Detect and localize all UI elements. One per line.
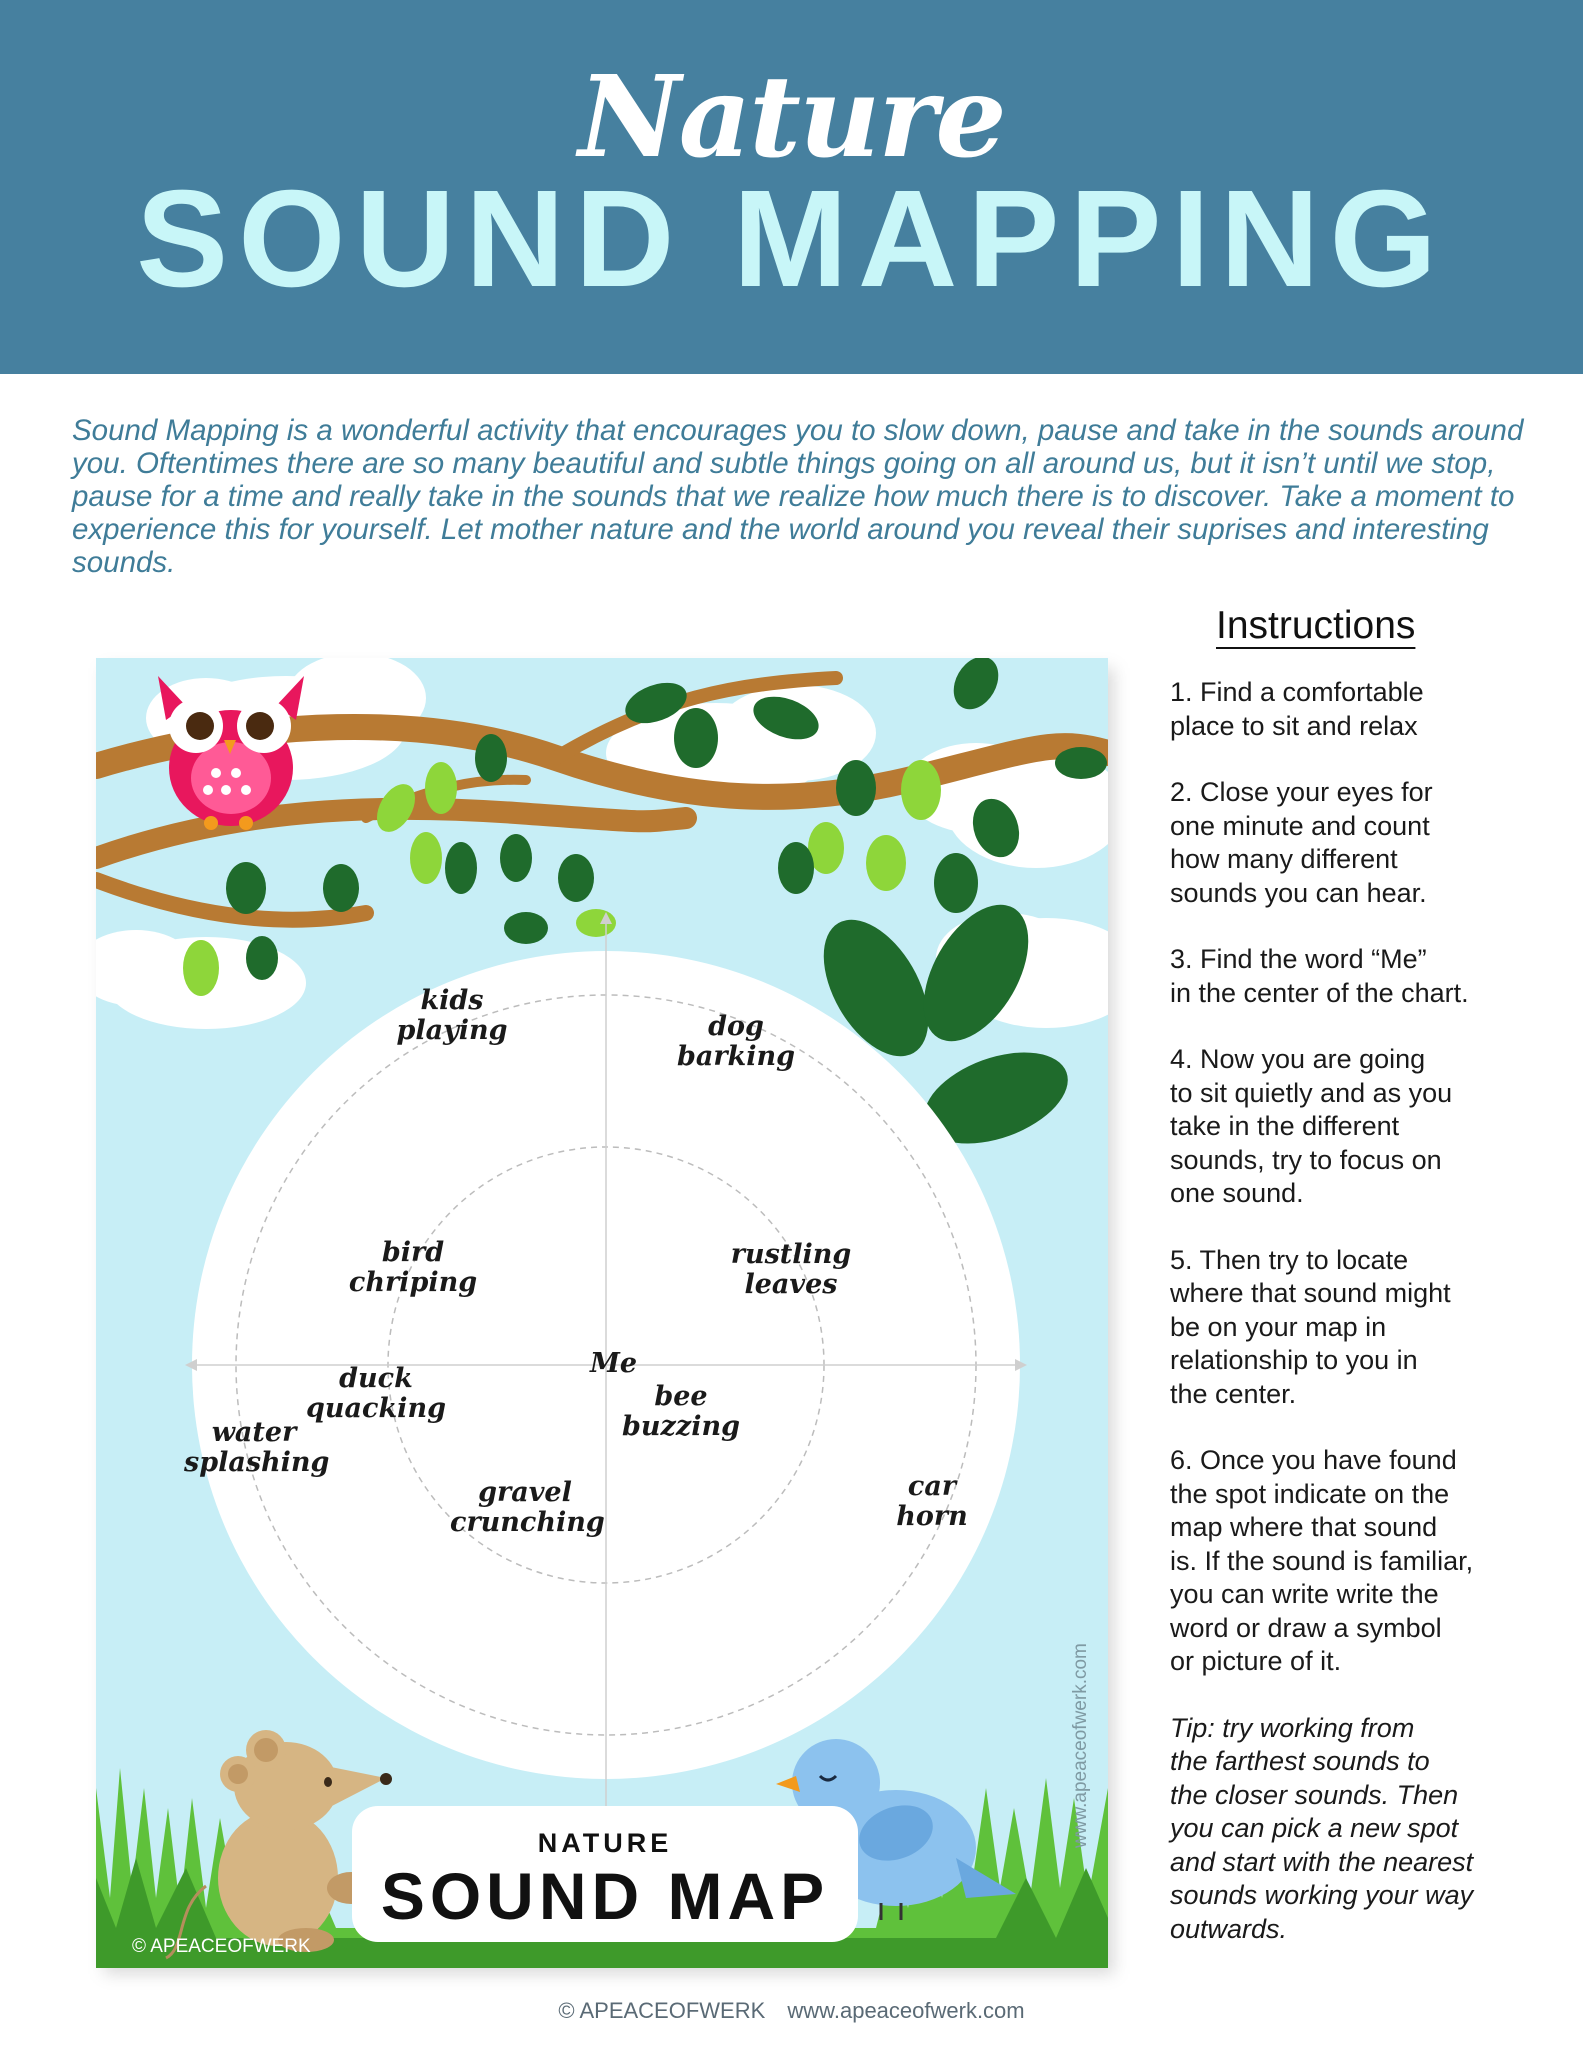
sound-label: bird chriping xyxy=(348,1237,478,1298)
banner-subtitle: NATURE xyxy=(537,1828,673,1858)
instruction-step: 2. Close your eyes for one minute and count how many different sounds you can hear. xyxy=(1170,777,1433,908)
center-me-label: Me xyxy=(590,1348,638,1379)
footer-url[interactable]: www.apeaceofwerk.com xyxy=(787,1998,1025,2023)
sound-map-panel xyxy=(96,658,1108,1968)
sound-label: water splashing xyxy=(184,1417,330,1478)
sound-label: duck quacking xyxy=(306,1363,446,1424)
instruction-step: 1. Find a comfortable place to sit and relax xyxy=(1170,677,1424,741)
map-illustration xyxy=(96,658,1108,1968)
sound-label: dog barking xyxy=(676,1011,796,1072)
sound-label: car horn xyxy=(896,1471,968,1532)
vertical-url: www.apeaceofwerk.com xyxy=(1070,1643,1091,1848)
header-banner xyxy=(0,0,1583,374)
instruction-step: 4. Now you are going to sit quietly and as you take in the different sounds, try to focus on one sound. xyxy=(1170,1044,1453,1208)
instruction-step: 3. Find the word “Me” in the center of the chart. xyxy=(1170,944,1469,1008)
sound-label: rustling leaves xyxy=(730,1239,852,1300)
instruction-step: 6. Once you have found the spot indicate on the map where that sound is. If the sound is familiar, you can write write the word or draw a symbol or picture of it. xyxy=(1170,1445,1474,1676)
sound-label: kids playing xyxy=(396,985,508,1046)
footer xyxy=(0,1998,1583,2024)
map-copyright: © APEACEOFWERK xyxy=(132,1936,311,1957)
instruction-tip: Tip: try working from the farthest sounds to the closer sounds. Then you can pick a new spot and start with the nearest sounds working your way outwards. xyxy=(1170,1712,1474,1944)
instructions-title: Instructions xyxy=(1216,604,1416,647)
script-title: Nature xyxy=(578,52,1005,183)
sound-label: gravel crunching xyxy=(450,1477,605,1538)
instructions-list xyxy=(1170,676,1570,1979)
intro-paragraph: Sound Mapping is a wonderful activity that encourages you to slow down, pause and take in the sounds around you. Oftentimes there are so many beautiful and subtle things going on all around us, but it isn’t until we stop, pause for a time and really take in the sounds that we realize how much there is to discover. Take a moment to experience this for yourself. Let mother nature and the world around you reveal their suprises and interesting sounds. xyxy=(72,414,1524,579)
sound-label: bee buzzing xyxy=(622,1381,740,1442)
banner-title: SOUND MAP xyxy=(380,1859,830,1933)
instruction-step: 5. Then try to locate where that sound might be on your map in relationship to you in the center. xyxy=(1170,1244,1451,1409)
sound-map-banner xyxy=(352,1806,858,1942)
footer-copyright: © APEACEOFWERK xyxy=(558,1998,766,2023)
main-title: SOUND MAPPING xyxy=(136,162,1447,316)
